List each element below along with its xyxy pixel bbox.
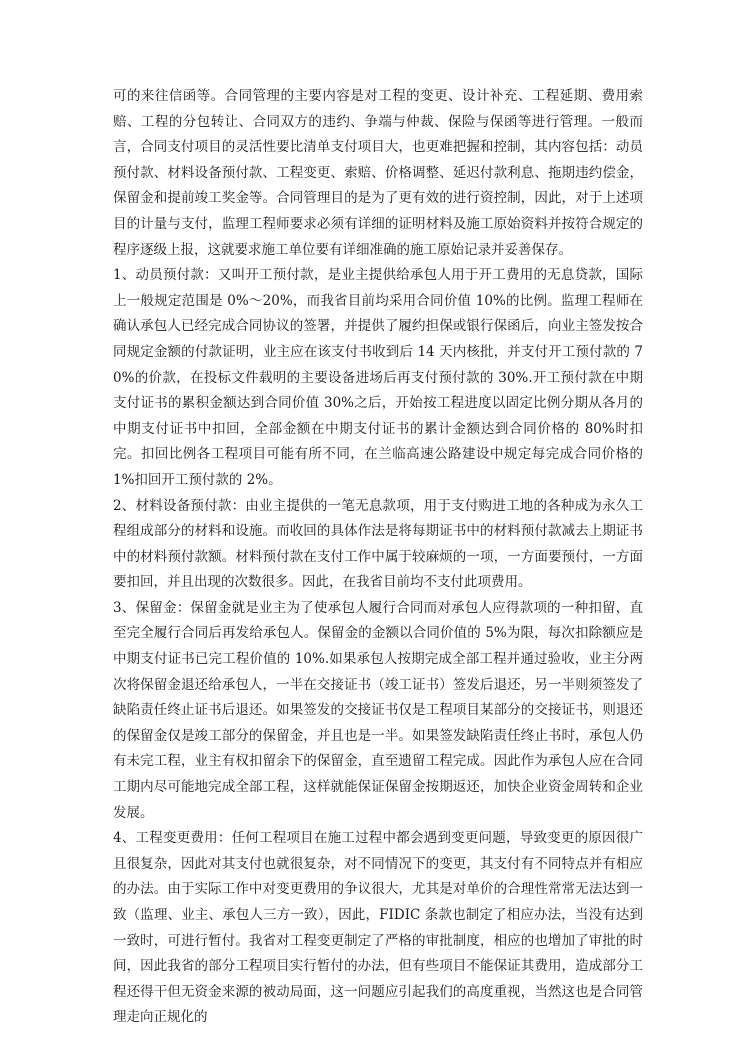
paragraph-mobilization-advance: 1、动员预付款：又叫开工预付款，是业主提供给承包人用于开工费用的无息贷款，国际上一般规定范围是 0%～20%，而我省目前均采用合同价值 10%的比例。监理工程师在确认承包人已经完成合同协议的签署，并提供了履约担保或银行保函后，向业主签发按合同规定金额的付款证明，业主应在该支付书收到后 14 天内核批，并支付开工预付款的 70%的价款，在投标文件载明的主要设备进场后再支付预付款的 30%.开工预付款在中期支付证书的累积金额达到合同价值 30%之后，开始按工程进度以固定比例分期从各月的中期支付证书中扣回，全部金额在中期支付证书的累计金额达到合同价格的 80%时扣完。扣回比例各工程项目可能有所不同，在兰临高速公路建设中规定每完成合同价格的 1%扣回开工预付款的 2%。 xyxy=(113,267,643,488)
paragraph-material-advance: 2、材料设备预付款：由业主提供的一笔无息款项，用于支付购进工地的各种成为永久工程组成部分的材料和设施。而收回的具体作法是将每期证书中的材料预付款减去上期证书中的材料预付款额。材料预付款在支付工作中属于较麻烦的一项，一方面要预付，一方面要扣回，并且出现的次数很多。因此，在我省目前均不支付此项费用。 xyxy=(113,497,643,591)
paragraph-retention-money: 3、保留金：保留金就是业主为了使承包人履行合同而对承包人应得款项的一种扣留，直至完全履行合同后再发给承包人。保留金的金额以合同价值的 5%为限，每次扣除额应是中期支付证书已完工程价值的 10%.如果承包人按期完成全部工程并通过验收，业主分两次将保留金退还给承包人，一半在交接证书（竣工证书）签发后退还，另一半则须签发了缺陷责任终止证书后退还。如果签发的交接证书仅是工程项目某部分的交接证书，则退还的保留金仅是竣工部分的保留金，并且也是一半。如果签发缺陷责任终止书时，承包人仍有未完工程，业主有权扣留余下的保留金，直至遗留工程完成。因此作为承包人应在合同工期内尽可能地完成全部工程，这样就能保证保留金按期返还，加快企业资金周转和企业发展。 xyxy=(113,599,643,821)
document-body xyxy=(113,84,643,1031)
paragraph-variation-cost: 4、工程变更费用：任何工程项目在施工过程中都会遇到变更问题，导致变更的原因很广且很复杂，因此对其支付也就很复杂，对不同情况下的变更，其支付有不同特点并有相应的办法。由于实际工作中对变更费用的争议很大，尤其是对单价的合理性常常无法达到一致（监理、业主、承包人三方一致），因此，FIDIC 条款也制定了相应办法，当没有达到一致时，可进行暂付。我省对工程变更制定了严格的审批制度，相应的也增加了审批的时间，因此我省的部分工程项目实行暂付的办法，但有些项目不能保证其费用，造成部分工程还得干但无资金来源的被动局面，这一问题应引起我们的高度重视，当然这也是合同管理走向正规化的 xyxy=(113,830,643,1026)
paragraph-contract-management: 可的来往信函等。合同管理的主要内容是对工程的变更、设计补充、工程延期、费用索赔、工程的分包转让、合同双方的违约、争端与仲裁、保险与保函等进行管理。一般而言，合同支付项目的灵活性要比清单支付项目大，也更难把握和控制，其内容包括：动员预付款、材料设备预付款、工程变更、索赔、价格调整、延迟付款利息、拖期违约偿金，保留金和提前竣工奖金等。合同管理目的是为了更有效的进行资控制，因此，对于上述项目的计量与支付，监理工程师要求必须有详细的证明材料及施工原始资料并按符合规定的程序逐级上报，这就要求施工单位要有详细准确的施工原始记录并妥善保存。 xyxy=(113,88,643,258)
